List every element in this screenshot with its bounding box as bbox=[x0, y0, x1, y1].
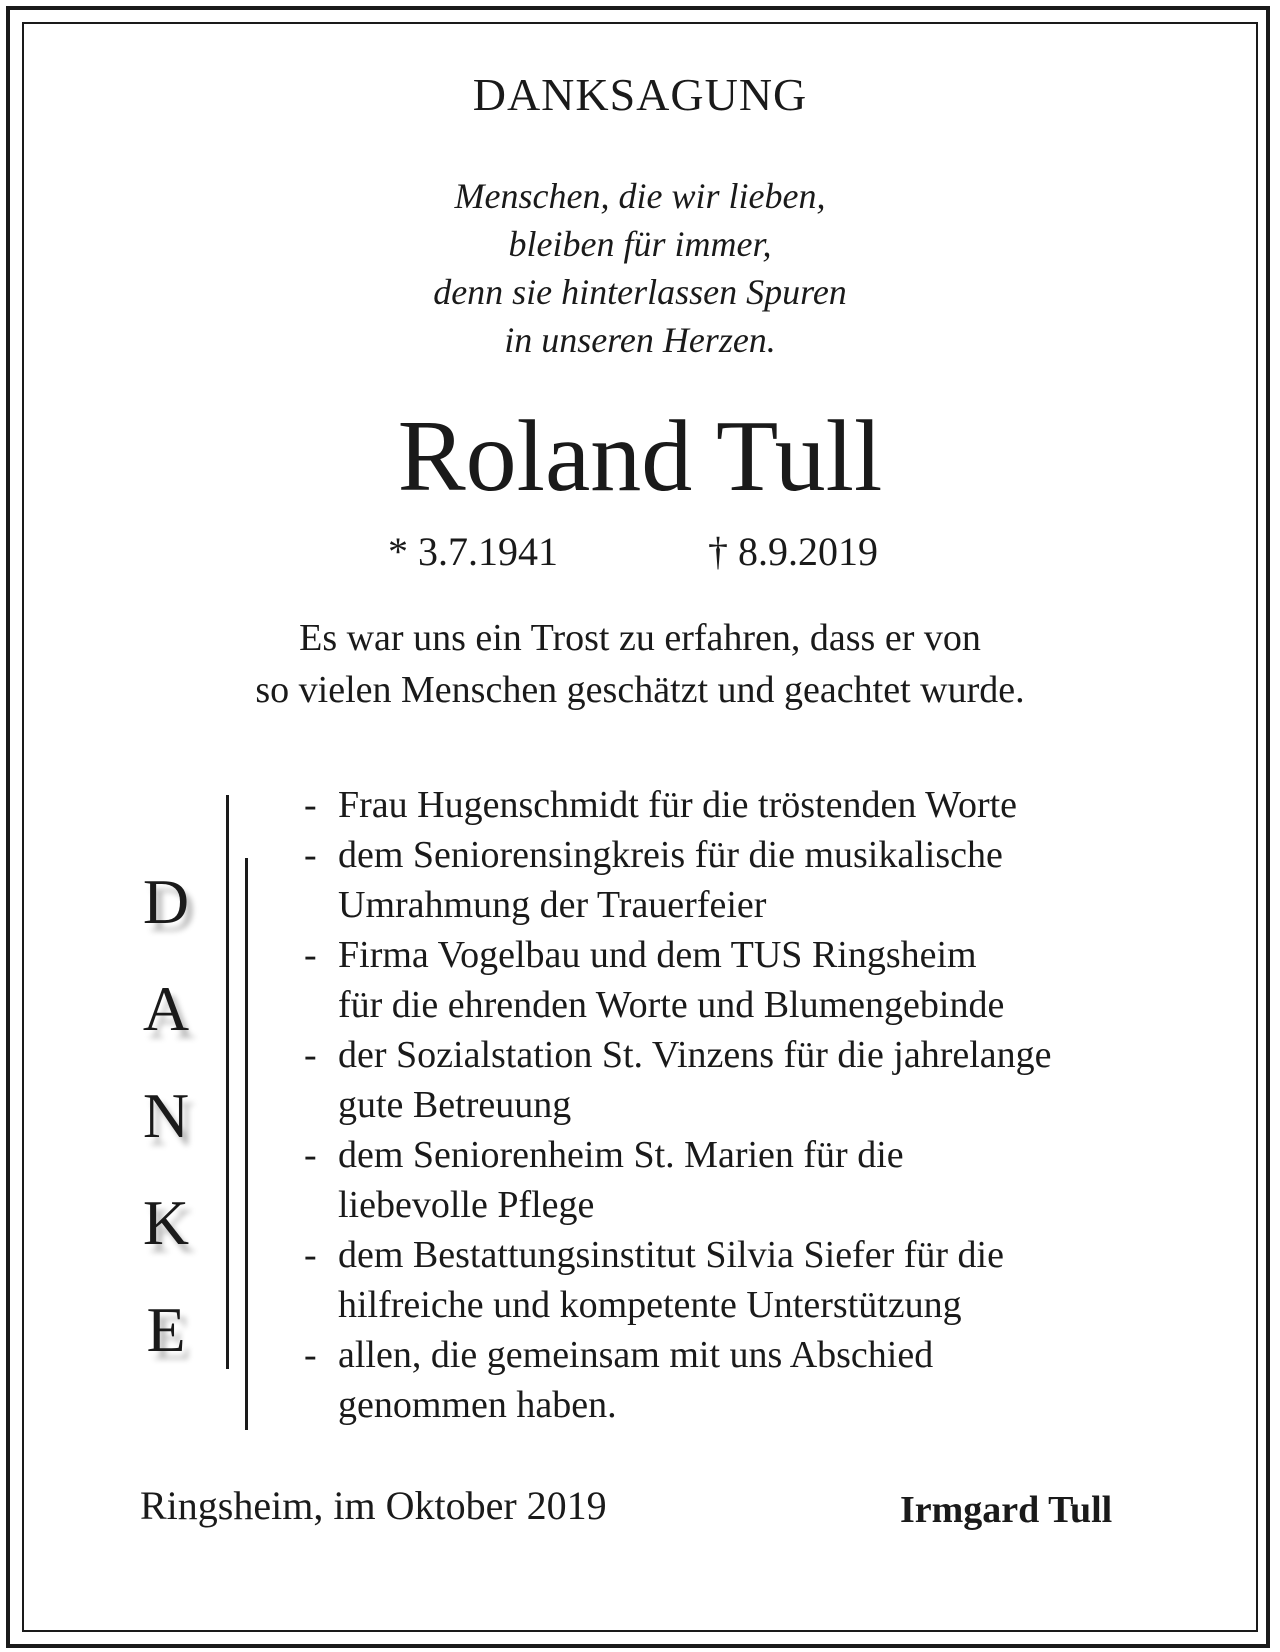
list-dash: - bbox=[304, 1034, 317, 1076]
list-item-line: für die ehrenden Worte und Blumengebinde bbox=[338, 984, 1005, 1026]
page-title: DANKSAGUNG bbox=[472, 69, 808, 120]
list-item bbox=[300, 1230, 1052, 1330]
list-item-line: der Sozialstation St. Vinzens für die jahrelange bbox=[338, 1034, 1052, 1076]
list-item-line: dem Bestattungsinstitut Silvia Siefer für die bbox=[338, 1234, 1004, 1276]
list-item bbox=[300, 780, 1052, 830]
list-item-line: allen, die gemeinsam mit uns Abschied bbox=[338, 1334, 934, 1376]
thanks-list bbox=[300, 780, 1052, 1430]
poem-line: in unseren Herzen. bbox=[504, 320, 776, 360]
list-item bbox=[300, 1330, 1052, 1430]
list-item-line: dem Seniorensingkreis für die musikalische bbox=[338, 834, 1003, 876]
list-item-line: Umrahmung der Trauerfeier bbox=[338, 884, 767, 926]
list-item-line: hilfreiche und kompetente Unterstützung bbox=[338, 1284, 962, 1326]
list-item-line: Frau Hugenschmidt für die tröstenden Worte bbox=[338, 784, 1018, 826]
list-item-line: Firma Vogelbau und dem TUS Ringsheim bbox=[338, 934, 977, 976]
intro-text bbox=[0, 612, 1280, 716]
list-dash: - bbox=[304, 1134, 317, 1176]
danke-letter: K bbox=[142, 1187, 190, 1258]
poem-line: denn sie hinterlassen Spuren bbox=[433, 272, 847, 312]
deceased-name: Roland Tull bbox=[397, 400, 883, 513]
poem-line: Menschen, die wir lieben, bbox=[454, 176, 826, 216]
danke-letter: E bbox=[146, 1294, 186, 1365]
divider-line bbox=[245, 858, 248, 1430]
birth-date: * 3.7.1941 bbox=[388, 529, 558, 574]
poem-line: bleiben für immer, bbox=[508, 224, 772, 264]
intro-line: so vielen Menschen geschätzt und geachtet wurde. bbox=[255, 669, 1025, 711]
danke-letter: D bbox=[142, 866, 190, 937]
list-dash: - bbox=[304, 834, 317, 876]
danke-letter: A bbox=[142, 973, 190, 1044]
signature: Irmgard Tull bbox=[900, 1489, 1113, 1531]
list-dash: - bbox=[304, 784, 317, 826]
divider-line bbox=[226, 795, 229, 1369]
list-item bbox=[300, 830, 1052, 930]
list-item bbox=[300, 1130, 1052, 1230]
danke-vertical-word bbox=[130, 848, 202, 1383]
list-item bbox=[300, 1030, 1052, 1130]
list-dash: - bbox=[304, 934, 317, 976]
place-date: Ringsheim, im Oktober 2019 bbox=[140, 1483, 607, 1528]
intro-line: Es war uns ein Trost zu erfahren, dass er von bbox=[299, 617, 981, 659]
list-item-line: dem Seniorenheim St. Marien für die bbox=[338, 1134, 904, 1176]
danke-letter: N bbox=[142, 1080, 190, 1151]
list-dash: - bbox=[304, 1334, 317, 1376]
list-item-line: genommen haben. bbox=[338, 1384, 617, 1426]
list-item-line: gute Betreuung bbox=[338, 1084, 572, 1126]
death-date: † 8.9.2019 bbox=[708, 529, 878, 574]
list-item-line: liebevolle Pflege bbox=[338, 1184, 595, 1226]
list-dash: - bbox=[304, 1234, 317, 1276]
list-item bbox=[300, 930, 1052, 1030]
poem bbox=[0, 172, 1280, 364]
